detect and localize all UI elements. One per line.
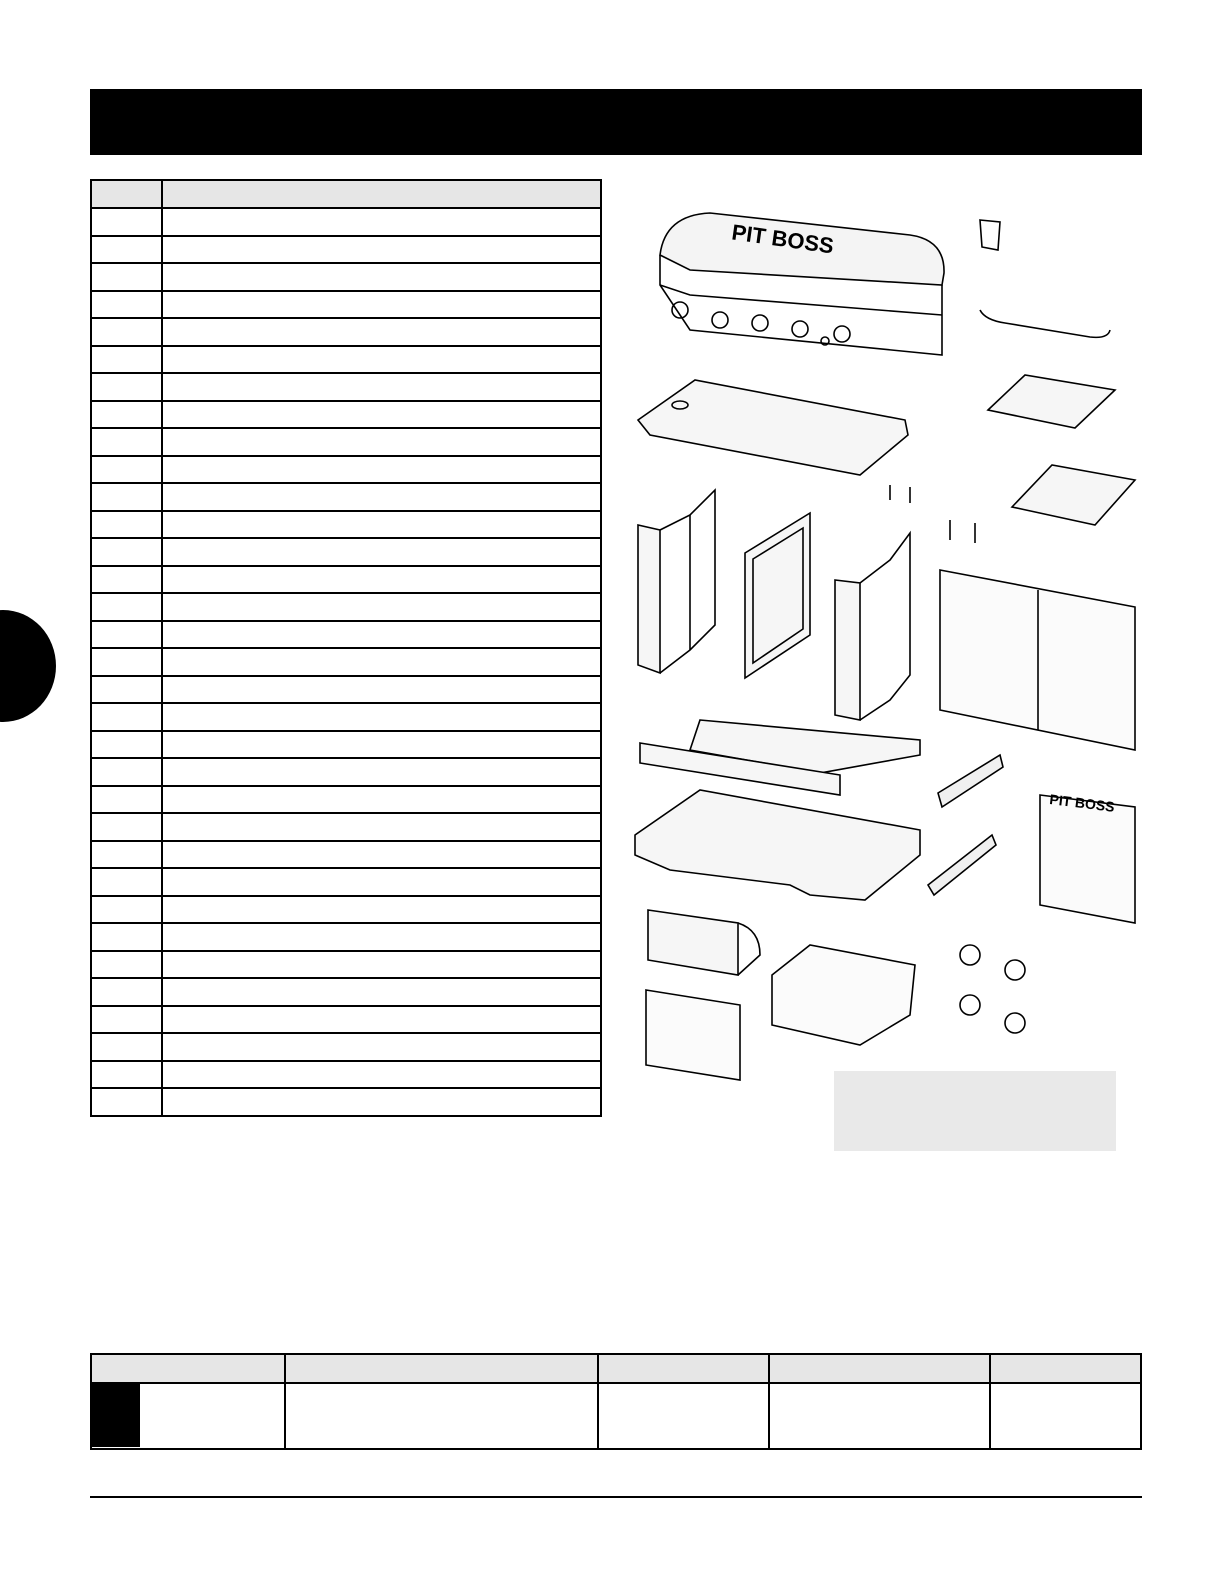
side-shelf-lower (1012, 465, 1135, 525)
lid-logo: PIT BOSS (730, 219, 836, 259)
part-description-cell (162, 868, 601, 896)
part-number-cell (91, 841, 162, 869)
table-row (91, 538, 601, 566)
table-row (91, 428, 601, 456)
table-row (91, 373, 601, 401)
tools-header-cell (769, 1354, 989, 1383)
parts-table-header (91, 180, 601, 208)
casters (960, 945, 1025, 1033)
part-description-cell (162, 896, 601, 924)
part-number-cell (91, 621, 162, 649)
part-description-cell (162, 208, 601, 236)
table-row (91, 593, 601, 621)
part-number-cell (91, 923, 162, 951)
center-panel (745, 513, 810, 678)
part-number-cell (91, 566, 162, 594)
right-door (1040, 791, 1135, 923)
table-row (91, 401, 601, 429)
table-row (91, 896, 601, 924)
footer-rule (90, 1496, 1142, 1498)
part-description-cell (162, 593, 601, 621)
part-number-cell (91, 346, 162, 374)
table-row (91, 703, 601, 731)
part-description-cell (162, 483, 601, 511)
part-description-cell (162, 346, 601, 374)
tools-header-row (91, 1354, 1141, 1383)
tools-header-cell (598, 1354, 769, 1383)
table-row (91, 923, 601, 951)
part-description-cell (162, 1006, 601, 1034)
drawer-front (648, 910, 760, 975)
table-row (91, 291, 601, 319)
part-description-cell (162, 538, 601, 566)
tools-cell (769, 1383, 989, 1449)
hooks (890, 485, 975, 543)
part-number-cell (91, 373, 162, 401)
drawer-box (772, 945, 915, 1045)
table-row (91, 566, 601, 594)
griddle-lid (660, 213, 944, 355)
part-description-cell (162, 1033, 601, 1061)
part-description-cell (162, 841, 601, 869)
part-description-cell (162, 731, 601, 759)
part-number-cell (91, 291, 162, 319)
table-row (91, 841, 601, 869)
table-row (91, 511, 601, 539)
part-number-cell (91, 208, 162, 236)
table-row (91, 1061, 601, 1089)
part-description-cell (162, 676, 601, 704)
table-row (91, 263, 601, 291)
table-row (91, 951, 601, 979)
right-side-panel (835, 533, 910, 720)
table-row (91, 1383, 1141, 1449)
header-description (162, 180, 601, 208)
part-description-cell (162, 923, 601, 951)
table-row (91, 346, 601, 374)
table-row (91, 1033, 601, 1061)
part-number-cell (91, 511, 162, 539)
part-number-cell (91, 1088, 162, 1116)
table-row (91, 1006, 601, 1034)
side-shelf-upper (988, 375, 1115, 428)
part-description-cell (162, 786, 601, 814)
part-description-cell (162, 456, 601, 484)
tools-row-marker (90, 1383, 140, 1447)
part-number-cell (91, 428, 162, 456)
part-number-cell (91, 1006, 162, 1034)
part-number-cell (91, 318, 162, 346)
handle-bar (980, 310, 1110, 337)
tools-header-cell (91, 1354, 285, 1383)
part-number-cell (91, 1033, 162, 1061)
table-row (91, 483, 601, 511)
part-number-cell (91, 731, 162, 759)
part-description-cell (162, 236, 601, 264)
tools-cell (990, 1383, 1141, 1449)
bottom-shelf (635, 790, 920, 900)
part-description-cell (162, 758, 601, 786)
table-row (91, 648, 601, 676)
header-no (91, 180, 162, 208)
part-number-cell (91, 676, 162, 704)
parts-list-table (90, 179, 602, 1117)
section-header-bar (90, 89, 1142, 155)
part-number-cell (91, 236, 162, 264)
part-number-cell (91, 951, 162, 979)
part-description-cell (162, 401, 601, 429)
part-number-cell (91, 263, 162, 291)
part-number-cell (91, 758, 162, 786)
part-description-cell (162, 621, 601, 649)
part-number-cell (91, 401, 162, 429)
part-description-cell (162, 263, 601, 291)
part-description-cell (162, 373, 601, 401)
table-row (91, 868, 601, 896)
part-number-cell (91, 1061, 162, 1089)
table-row (91, 731, 601, 759)
part-number-cell (91, 896, 162, 924)
part-number-cell (91, 868, 162, 896)
part-description-cell (162, 291, 601, 319)
part-description-cell (162, 813, 601, 841)
tools-cell (285, 1383, 598, 1449)
hardware-panel (834, 1071, 1116, 1151)
part-number-cell (91, 703, 162, 731)
part-description-cell (162, 951, 601, 979)
part-number-cell (91, 593, 162, 621)
table-row (91, 621, 601, 649)
part-description-cell (162, 703, 601, 731)
table-row (91, 236, 601, 264)
table-row (91, 456, 601, 484)
part-description-cell (162, 511, 601, 539)
part-number-cell (91, 978, 162, 1006)
rails (928, 755, 1003, 895)
small-cup (980, 220, 1000, 250)
table-row (91, 318, 601, 346)
part-description-cell (162, 978, 601, 1006)
tools-header-cell (285, 1354, 598, 1383)
part-number-cell (91, 483, 162, 511)
tools-table (90, 1353, 1142, 1450)
part-description-cell (162, 566, 601, 594)
table-row (91, 676, 601, 704)
part-description-cell (162, 1061, 601, 1089)
chapter-tab (0, 610, 56, 722)
part-description-cell (162, 648, 601, 676)
drawer-panel (646, 990, 740, 1080)
tools-cell (598, 1383, 769, 1449)
left-side-panel (638, 490, 715, 673)
front-doors (940, 570, 1135, 750)
part-description-cell (162, 428, 601, 456)
table-row (91, 978, 601, 1006)
cutting-board (638, 380, 908, 475)
tools-header-cell (990, 1354, 1141, 1383)
table-row (91, 1088, 601, 1116)
part-description-cell (162, 1088, 601, 1116)
table-row (91, 208, 601, 236)
table-row (91, 786, 601, 814)
part-description-cell (162, 318, 601, 346)
table-row (91, 758, 601, 786)
part-number-cell (91, 786, 162, 814)
part-number-cell (91, 648, 162, 676)
part-number-cell (91, 538, 162, 566)
part-number-cell (91, 813, 162, 841)
table-row (91, 813, 601, 841)
door-logo: PIT BOSS (1048, 791, 1116, 815)
part-number-cell (91, 456, 162, 484)
